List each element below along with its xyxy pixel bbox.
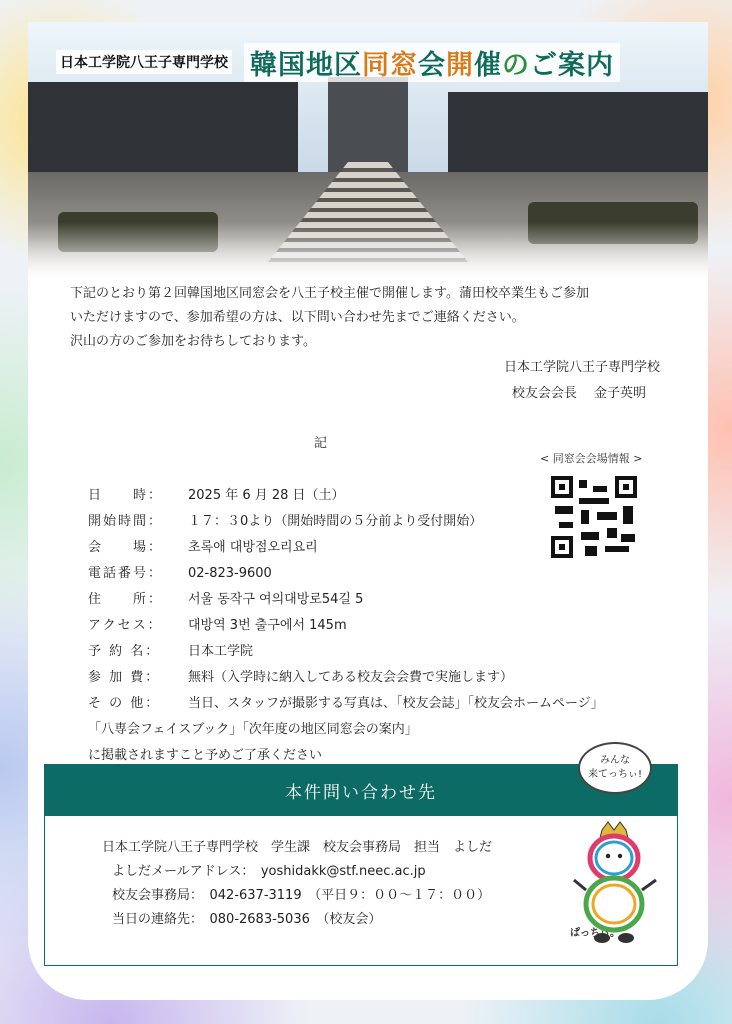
detail-continuation: に掲載されますこと予めご了承ください: [88, 748, 323, 763]
signature-org: 日本工学院八王子専門学校: [503, 360, 660, 375]
header-bar: [28, 38, 708, 86]
intro-line: 下記のとおり第２回韓国地区同窓会を八王子校主催で開催します。蒲田校卒業生もご参加: [70, 286, 589, 301]
title-part: 催: [474, 49, 502, 81]
title-part: 韓国地区: [250, 49, 362, 81]
detail-value: 2025 年 6 月 28 日（土）: [188, 488, 345, 503]
speech-bubble: [578, 742, 652, 794]
detail-label: 会 場：: [88, 540, 164, 555]
contact-line: 日本工学院八王子専門学校 学生課 校友会事務局 担当 よしだ: [102, 840, 493, 855]
title-part: 会: [418, 49, 446, 81]
intro-line: 沢山の方のご参加をお待ちしております。: [70, 334, 316, 349]
qr-caption: < 同窓会会場情報 >: [540, 452, 643, 465]
detail-row: [88, 561, 658, 587]
corner-logo-icon: ✦: [672, 974, 686, 993]
title-part: の: [502, 49, 530, 81]
contact-email-line[interactable]: よしだメールアドレス： yoshidakk@stf.neec.ac.jp: [112, 864, 426, 879]
contact-office-phone[interactable]: 校友会事務局： 042-637-3119 （平日９：００～１７：００）: [112, 888, 491, 903]
detail-value: 無料（入学時に納入してある校友会会費で実施します）: [188, 670, 514, 685]
detail-row: [88, 665, 658, 691]
detail-label: 開始時間：: [88, 514, 164, 529]
detail-label: アクセス：: [88, 618, 163, 633]
mascot-name: ぱっちぃ。: [570, 928, 620, 939]
detail-label: 参 加 費：: [88, 670, 161, 685]
detail-label: 日 時：: [88, 488, 164, 503]
ki-heading: 記: [314, 436, 328, 451]
detail-row: [88, 483, 658, 509]
speech-line: みんな: [600, 755, 630, 766]
detail-label: 住 所：: [88, 592, 164, 607]
signature-role: 校友会会長: [511, 386, 577, 401]
detail-row: [88, 509, 658, 535]
detail-value: 대방역 3번 출구에서 145m: [188, 618, 347, 633]
detail-row: [88, 535, 658, 561]
detail-value: 서울 동작구 여의대방로54길 5: [188, 592, 364, 607]
contact-heading: 本件問い合わせ先: [44, 764, 678, 816]
event-title: [244, 43, 620, 82]
intro-line: いただけますので、参加希望の方は、以下問い合わせ先までご連絡ください。: [70, 310, 525, 325]
detail-value: 当日、スタッフが撮影する写真は、「校友会誌」「校友会ホームページ」: [188, 696, 604, 711]
signature-block: [504, 355, 660, 407]
detail-continuation: 「八専会フェイスブック」「次年度の地区同窓会の案内」: [88, 722, 418, 737]
event-details: [88, 483, 658, 769]
detail-row: [88, 587, 658, 613]
contact-day-phone[interactable]: 当日の連絡先： 080-2683-5036 （校友会）: [112, 912, 382, 927]
detail-value: 02-823-9600: [188, 566, 272, 581]
detail-row: [88, 613, 658, 639]
detail-value: １７：３0より（開始時間の５分前より受付開始）: [188, 514, 483, 529]
detail-label: 電話番号：: [88, 566, 164, 581]
detail-label: 予 約 名：: [88, 644, 161, 659]
detail-label: そ の 他：: [88, 696, 161, 711]
school-name: 日本工学院八王子専門学校: [56, 50, 232, 74]
intro-paragraph: [70, 282, 670, 354]
title-part: ご案内: [530, 49, 614, 81]
signature-name: 金子英明: [593, 386, 646, 401]
contact-info: [102, 836, 492, 932]
detail-value: 초록애 대방점오리요리: [188, 540, 318, 555]
detail-row: [88, 639, 658, 665]
signature-person: [504, 381, 646, 407]
detail-row: [88, 691, 658, 717]
title-part: 同窓: [362, 49, 418, 81]
speech-line: 来てっちぃ!: [587, 769, 642, 780]
detail-value: 日本工学院: [188, 644, 254, 659]
title-part: 開: [446, 49, 474, 81]
